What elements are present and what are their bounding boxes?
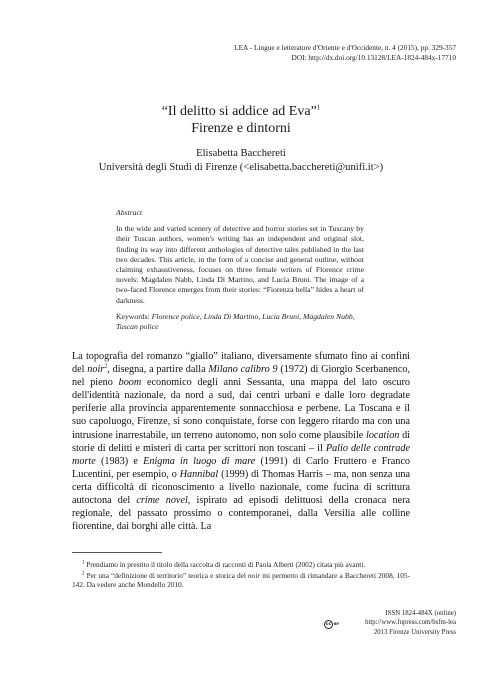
publisher-name: 2013 Firenze University Press — [373, 628, 456, 636]
footnote-emphasis: noir — [248, 570, 261, 580]
journal-header — [76, 43, 456, 63]
body-span: (1972) di Giorgio Scerbanenco, nel pieno — [72, 364, 410, 389]
footnote-text: Prendiamo in prestito il titolo della raccolta di racconti di Paola Alberti (2002) citata più avanti. — [86, 560, 366, 569]
abstract-text: In the wide and varied scenery of detective and horror stories set in Tuscany by their Tuscan authors, women's writing has an independent and original slot, finding its way into different anthologies of detective tales published in the last two decades. This article, in the form of a concise and general outline, without claiming exhaustiveness, focuses on three female writers of Florence crime novels: Magdalen Nabb, Linda Di Martino, and Lucia Bruni. The image of a two-faced Florence emerges from their stories: “Fiorenza bella” hides a heart of darkness. — [116, 224, 364, 305]
author-info — [40, 147, 442, 175]
keywords-list: Florence police, Linda Di Martino, Lucia Bruni, Magdalen Nabb, Tuscan police — [116, 311, 355, 332]
author-affiliation: Università degli Studi di Firenze (<elisabetta.bacchereti@unifi.it>) — [98, 162, 384, 173]
keywords — [116, 312, 364, 332]
body-emphasis: Enigma in luogo di mare — [143, 455, 256, 467]
footnote-text: mi permetto di rimandare a Bacchereti 2008, 105-142. Da vedere anche Mondello 2010. — [72, 570, 411, 590]
cc-circle: cc — [325, 621, 332, 627]
article-title — [40, 103, 442, 137]
issn: ISSN 1824-484X (online) — [385, 610, 456, 617]
body-emphasis: Palio delle contrade morte — [72, 442, 410, 467]
body-span: economico degli anni Sessanta, una mappa del lato oscuro dell'identità nazionale, da nord a sud, dai centri urbani e dalle loro degradate periferie alla provincia apparentemente sonnacchiosa e perbene. La Toscana e il suo capoluogo, Firenze, si sono conquistate, forse con leggero ritardo ma con una intrusione inarrestabile, un terreno autonomo, non solo come plausibile — [72, 377, 410, 441]
title-line-2: Firenze e dintorni — [191, 121, 291, 136]
footnote-2 — [72, 571, 410, 590]
abstract-section — [116, 208, 364, 332]
body-span: , disegna, a partire dalla — [107, 364, 209, 376]
body-paragraph — [72, 350, 410, 533]
body-span: (1983) e — [95, 455, 144, 467]
body-span: di storie di delitti e misteri di carta per scrittori non toscani – il — [72, 429, 410, 454]
title-line-1: “Il delitto si addice ad Eva” — [161, 104, 317, 119]
cc-by-label: BY — [334, 622, 340, 626]
body-span: (1991) di Carlo Fruttero e Franco Lucentini, per esempio, o — [72, 455, 410, 480]
journal-citation: LEA - Lingue e letterature d'Oriente e d'Occidente, n. 4 (2015), pp. 329-357 — [234, 43, 456, 52]
doi-link[interactable]: DOI: http://dx.doi.org/10.13128/LEA-1824-484x-17710 — [291, 53, 456, 62]
footnote-text: Per una “definizione di territorio” teorica e storica del — [86, 570, 249, 580]
footnote-1 — [72, 560, 410, 570]
author-name: Elisabetta Bacchereti — [196, 148, 286, 159]
body-text — [72, 350, 410, 533]
body-span: , ispirato ad episodi delittuosi della cronaca nera regionale, del passato prossimo o contemporanei, dalla Versilia alle colline fiorentine, dai borghi alle città. La — [72, 495, 410, 533]
abstract-label: Abstract — [116, 208, 143, 217]
footnote-number: 1 — [82, 560, 85, 566]
footnote-divider — [72, 552, 162, 553]
body-emphasis: crime novel — [136, 495, 188, 507]
publisher-url[interactable]: http://www.fupress.com/bsfm-lea — [365, 619, 456, 627]
keywords-label: Keywords: — [116, 311, 150, 321]
body-emphasis: Milano calibro 9 — [208, 364, 278, 376]
body-span: (1999) di Thomas Harris – ma, non senza una certa difficoltà di riconoscimento a livello nazionale, come fucina di scrittura autoctona del — [72, 468, 410, 507]
footnotes — [72, 560, 410, 591]
footnote-marker-2[interactable]: 2 — [104, 363, 108, 370]
publisher-footer — [256, 609, 456, 637]
body-span: La topografia del romanzo “giallo” italiano, diversamente sfumato fino ai confini del — [72, 351, 410, 376]
body-emphasis: boom — [118, 377, 142, 389]
title-footnote-marker[interactable]: 1 — [316, 103, 321, 112]
body-emphasis: Hannibal — [179, 468, 219, 480]
body-emphasis: location — [366, 429, 400, 441]
footnote-number: 2 — [82, 571, 85, 577]
body-emphasis: noir — [87, 364, 105, 376]
